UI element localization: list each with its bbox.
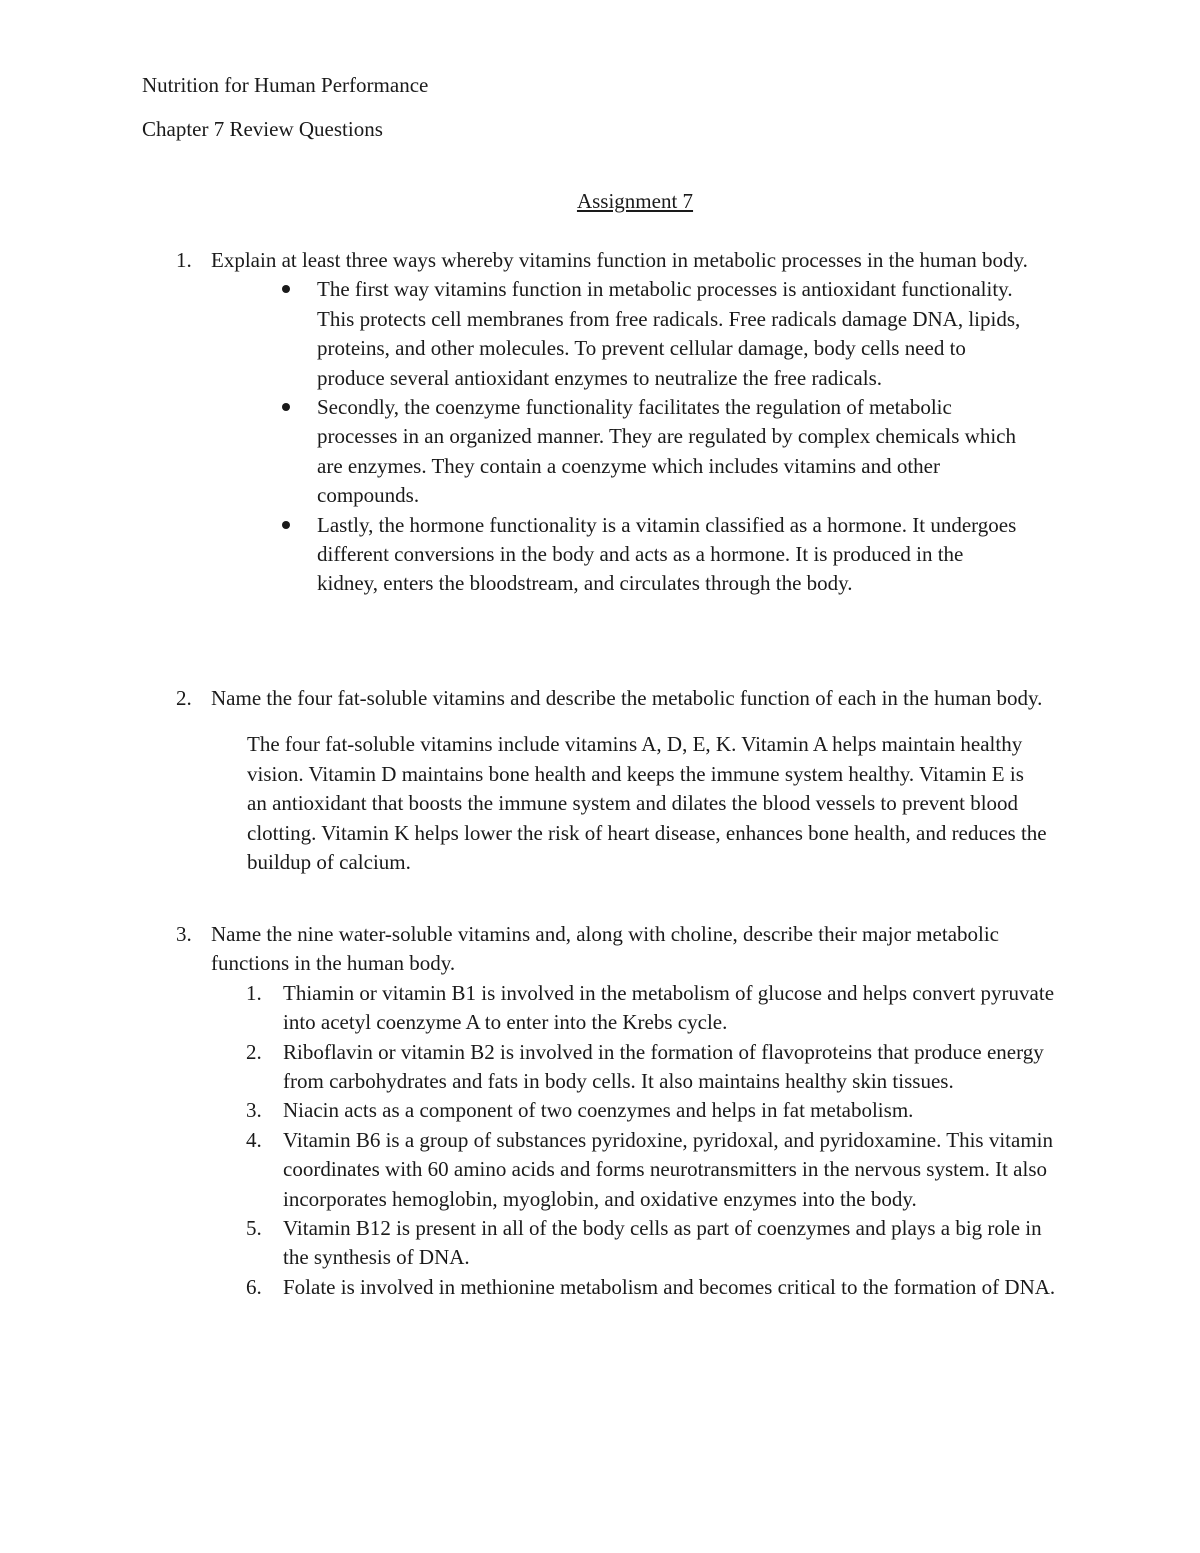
vitamin-list [246, 979, 1061, 1302]
list-item-text: Niacin acts as a component of two coenzymes and helps in fat metabolism. [283, 1098, 914, 1123]
question-3 [176, 920, 1056, 1302]
list-item-text: Folate is involved in methionine metabolism and becomes critical to the formation of DNA. [283, 1274, 1056, 1299]
question-number: 3. [176, 922, 192, 946]
list-item [246, 1038, 1061, 1097]
bullet-item: The first way vitamins function in metabolic processes is antioxidant functionality. This protects cell membranes from free radicals. Free radicals damage DNA, lipids, proteins, and other molecules. To prevent cellular damage, body cells need to produce several antioxidant enzymes to neutralize the free radicals. [282, 275, 1022, 393]
answer-bullet-list [282, 275, 1022, 598]
bullet-item: Lastly, the hormone functionality is a vitamin classified as a hormone. It undergoes different conversions in the body and acts as a hormone. It is produced in the kidney, enters the bloodstream, and circulates through the body. [282, 511, 1022, 599]
list-item-text: Riboflavin or vitamin B2 is involved in the formation of flavoproteins that produce energy from carbohydrates and fats in body cells. It also maintains healthy skin tissues. [283, 1039, 1044, 1094]
question-text: Name the nine water-soluble vitamins and, along with choline, describe their major metabolic functions in the human body. [211, 922, 1000, 976]
list-item-text: Vitamin B6 is a group of substances pyridoxine, pyridoxal, and pyridoxamine. This vitamin coordinates with 60 amino acids and forms neurotransmitters in the nervous system. It also incorporates hemoglobin, myoglobin, and oxidative enzymes into the body. [283, 1127, 1053, 1211]
list-item-number: 2. [246, 1039, 262, 1064]
answer-paragraph: The four fat-soluble vitamins include vitamins A, D, E, K. Vitamin A helps maintain healthy vision. Vitamin D maintains bone health and keeps the immune system healthy. Vitamin E is an antioxidant that boosts the immune system and dilates the blood vessels to prevent blood clotting. Vitamin K helps lower the risk of heart disease, enhances bone health, and reduces the buildup of calcium. [247, 732, 1047, 875]
list-item [246, 1214, 1061, 1273]
list-item [246, 1126, 1061, 1214]
question-1 [176, 246, 1056, 599]
list-item-number: 6. [246, 1274, 262, 1299]
assignment-title: Assignment 7 [576, 189, 694, 213]
bullet-item: Secondly, the coenzyme functionality facilitates the regulation of metabolic processes in an organized manner. They are regulated by complex chemicals which are enzymes. They contain a coenzyme which includes vitamins and other compounds. [282, 393, 1022, 511]
list-item [246, 1273, 1061, 1302]
course-title: Nutrition for Human Performance [142, 73, 429, 97]
question-2 [176, 684, 1056, 877]
question-text: Explain at least three ways whereby vitamins function in metabolic processes in the human body. [211, 248, 1028, 272]
question-number: 1. [176, 248, 192, 272]
list-item-number: 3. [246, 1098, 262, 1123]
chapter-title: Chapter 7 Review Questions [142, 117, 383, 141]
list-item-number: 1. [246, 980, 262, 1005]
list-item [246, 1096, 1061, 1125]
list-item-text: Thiamin or vitamin B1 is involved in the metabolism of glucose and helps convert pyruvate into acetyl coenzyme A to enter into the Krebs cycle. [283, 980, 1055, 1035]
question-text: Name the four fat-soluble vitamins and describe the metabolic function of each in the human body. [211, 686, 1043, 710]
list-item-text: Vitamin B12 is present in all of the body cells as part of coenzymes and plays a big role in the synthesis of DNA. [283, 1216, 1042, 1270]
list-item [246, 979, 1061, 1038]
list-item-number: 4. [246, 1127, 262, 1152]
list-item-number: 5. [246, 1216, 262, 1241]
question-number: 2. [176, 686, 192, 710]
